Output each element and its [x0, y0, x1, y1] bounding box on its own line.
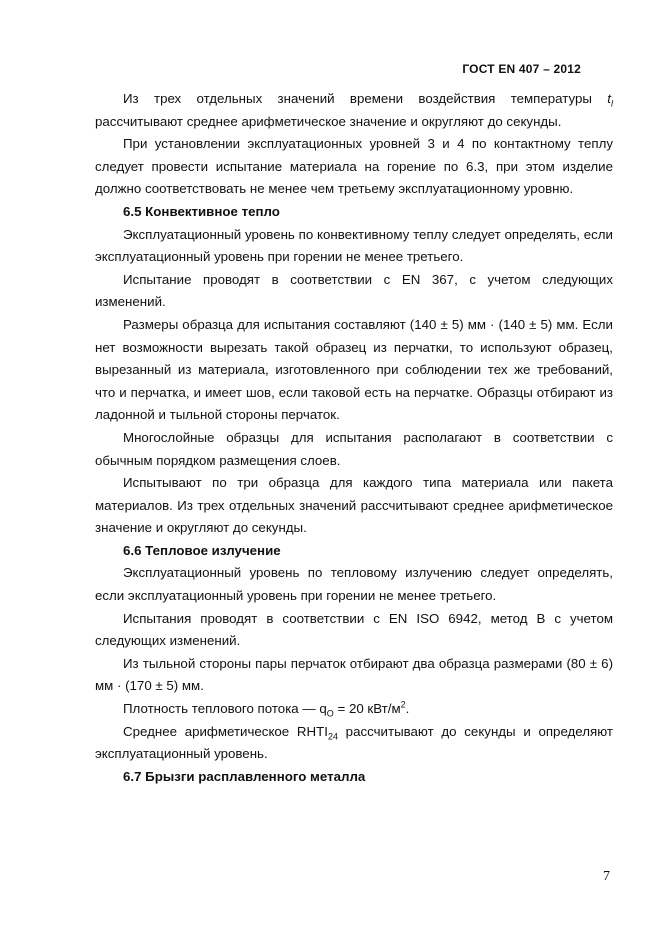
paragraph-radiant-level: Эксплуатационный уровень по тепловому излучению следует определять, если эксплуатационный уровень при горении не менее третьего. [95, 565, 613, 604]
paragraph-iso6942: Испытания проводят в соответствии с EN ISO 6942, метод B с учетом следующих изменений. [95, 610, 613, 649]
variable-subscript: l [611, 98, 613, 109]
section-heading-6-7: 6.7 Брызги расплавленного металла [123, 768, 366, 784]
paragraph-temperature-time [95, 88, 613, 133]
unit-superscript: 2 [400, 699, 406, 710]
section-heading-6-6: 6.6 Тепловое излучение [123, 542, 281, 558]
paragraph-text: . [405, 701, 410, 717]
page-number: 7 [603, 869, 610, 884]
paragraph-three-samples: Испытывают по три образца для каждого типа материала или пакета материалов. Из трех отдельных значений рассчитывают среднее арифметическое значение и округляют до секунды. [95, 475, 613, 536]
paragraph-multilayer: Многослойные образцы для испытания располагают в соответствии с обычным порядком размещения слоев. [95, 429, 613, 468]
paragraph-convective-level: Эксплуатационный уровень по конвективному теплу следует определять, если эксплуатационный уровень при горении не менее третьего. [95, 226, 613, 265]
paragraph-text: Из трех отдельных значений времени воздействия температуры [123, 91, 608, 106]
paragraph-text: = 20 кВт/м [333, 701, 401, 717]
standard-code: ГОСТ EN 407 – 2012 [462, 62, 581, 76]
paragraph-text: рассчитывают до секунды и определяют эксплуатационный уровень. [95, 723, 613, 762]
paragraph-text: Среднее арифметическое RHTI [123, 723, 328, 739]
rhti-subscript: 24 [327, 731, 338, 742]
paragraph-two-samples: Из тыльной стороны пары перчаток отбирают два образца размерами (80 ± 6) мм · (170 ± 5) мм. [95, 655, 613, 694]
paragraph-contact-heat: При установлении эксплуатационных уровней 3 и 4 по контактному теплу следует провести испытание материала на горение по 6.3, при этом изделие должно соответствовать не менее чем третьему эксплуатационному уровню. [95, 136, 613, 197]
paragraph-text: Плотность теплового потока — q [123, 701, 327, 717]
variable-t: t [607, 91, 611, 106]
page-body [95, 88, 613, 788]
section-heading-6-5: 6.5 Конвективное тепло [123, 203, 280, 219]
paragraph-sample-size: Размеры образца для испытания составляют (140 ± 5) мм · (140 ± 5) мм. Если нет возможности вырезать такой образец из перчатки, то используют образец, вырезанный из материала, изготовленного при соблюдении тех же требований, что и перчатка, и имеет шов, если таковой есть на перчатке. Образцы отбирают из ладонной и тыльной стороны перчаток. [95, 316, 613, 423]
flux-subscript: O [326, 708, 334, 719]
paragraph-heat-flux [95, 698, 613, 721]
paragraph-rhti [95, 721, 613, 766]
paragraph-en367: Испытание проводят в соответствии с EN 367, с учетом следующих изменений. [95, 271, 613, 310]
paragraph-text: рассчитывают среднее арифметическое значение и округляют до секунды. [95, 113, 562, 129]
